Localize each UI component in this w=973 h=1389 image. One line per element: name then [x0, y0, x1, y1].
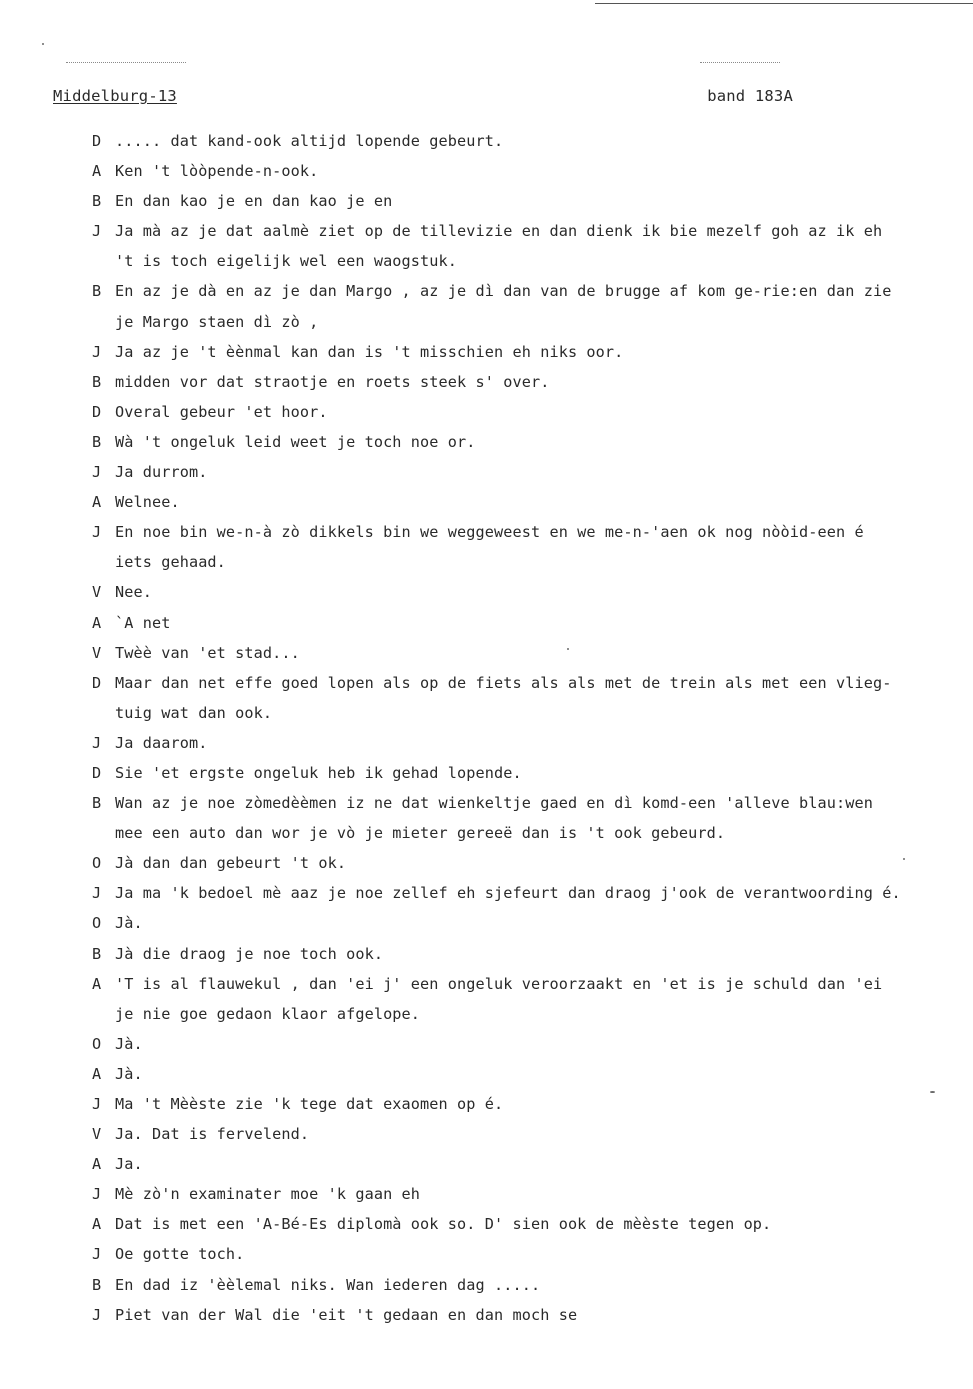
dialogue-line [92, 156, 970, 186]
dialogue-line [92, 758, 970, 788]
speaker-label: A [92, 1064, 102, 1083]
dialogue-text: je nie goe gedaon klaor afgelope. [115, 1004, 421, 1023]
transcript-body [92, 126, 970, 1330]
dialogue-text: 'T is al flauwekul , dan 'ei j' een ongeluk veroorzaakt en 'et is je schuld dan 'ei [115, 974, 883, 993]
dialogue-text: Mè zò'n examinater moe 'k gaan eh [115, 1185, 421, 1204]
dialogue-text: En noe bin we-n-à zò dikkels bin we weggeweest en we me-n-'aen ok nog nòòid-een é [115, 523, 864, 542]
dialogue-text: ..... dat kand-ook altijd lopende gebeurt. [115, 132, 504, 150]
speaker-label: J [92, 463, 102, 482]
dialogue-text: Dat is met een 'A-Bé-Es diplomà ook so. D' sien ook de mèèste tegen op. [115, 1215, 772, 1234]
dialogue-text: Ja ma 'k bedoel mè aaz je noe zellef eh sjefeurt dan draog j'ook de verantwoording é. [115, 884, 901, 903]
speaker-label: B [92, 1275, 102, 1294]
dialogue-line [92, 1119, 970, 1149]
dialogue-line [92, 728, 970, 758]
dialogue-text: Wan az je noe zòmedèèmen iz ne dat wienkeltje gaed en dì komd-een 'alleve blau:wen [115, 794, 873, 813]
dialogue-text: Maar dan net effe goed lopen als op de fiets als als met de trein als met een vlieg- [115, 673, 892, 692]
top-edge-rule [595, 3, 973, 4]
dialogue-line [92, 939, 970, 969]
dialogue-text: Ja durrom. [115, 463, 208, 482]
dialogue-line [92, 577, 970, 607]
dialogue-text: Wà 't ongeluk leid weet je toch noe or. [115, 432, 476, 451]
dialogue-line [92, 608, 970, 638]
dialogue-text: midden vor dat straotje en roets steek s' over. [115, 372, 550, 391]
dialogue-line [92, 487, 970, 517]
speaker-label: V [92, 643, 102, 662]
dialogue-line [92, 848, 970, 878]
dialogue-text: Jà. [115, 914, 143, 933]
speaker-label: J [92, 884, 102, 903]
dialogue-text: Ja daarom. [115, 733, 208, 752]
speaker-label: J [92, 1245, 102, 1264]
dialogue-text: je Margo staen dì zò , [115, 312, 319, 331]
dialogue-continuation [92, 246, 970, 276]
speaker-label: A [92, 613, 102, 632]
speaker-label: J [92, 733, 102, 752]
speaker-label: A [92, 974, 102, 993]
dialogue-line [92, 1149, 970, 1179]
dialogue-text: Jà. [115, 1034, 143, 1053]
dialogue-line [92, 216, 970, 246]
speaker-label: D [92, 763, 102, 782]
dialogue-line [92, 367, 970, 397]
dialogue-continuation [92, 547, 970, 577]
bleed-through-mark [700, 62, 780, 63]
dialogue-text: En dan kao je en dan kao je en [115, 192, 393, 211]
tape-label: band 183A [707, 87, 793, 105]
speaker-label: B [92, 944, 102, 963]
paper-speck [42, 43, 44, 45]
dialogue-text: Ja. [115, 1155, 143, 1174]
dialogue-text: Overal gebeur 'et hoor. [115, 402, 328, 421]
speaker-label: O [92, 854, 102, 873]
dialogue-continuation [92, 307, 970, 337]
dialogue-line [92, 186, 970, 216]
dialogue-text: Welnee. [115, 493, 180, 512]
speaker-label: A [92, 1155, 102, 1174]
dialogue-text: mee een auto dan wor je vò je mieter gereeë dan is 't ook gebeurd. [115, 824, 726, 843]
speaker-label: D [92, 402, 102, 421]
speaker-label: V [92, 1125, 102, 1144]
dialogue-text: En dad iz 'èèlemal niks. Wan iederen dag ..... [115, 1275, 541, 1294]
dialogue-continuation [92, 818, 970, 848]
dialogue-text: Nee. [115, 583, 152, 602]
dialogue-line [92, 1270, 970, 1300]
speaker-label: D [92, 673, 102, 692]
dialogue-line [92, 1239, 970, 1269]
speaker-label: B [92, 372, 102, 391]
page-header [53, 87, 793, 109]
dialogue-text: Jà dan dan gebeurt 't ok. [115, 854, 347, 873]
speaker-label: B [92, 282, 102, 301]
speaker-label: J [92, 342, 102, 361]
dialogue-line [92, 1089, 970, 1119]
dialogue-continuation [92, 999, 970, 1029]
speaker-label: B [92, 192, 102, 211]
speaker-label: B [92, 794, 102, 813]
dialogue-line [92, 126, 970, 156]
dialogue-text: Twèè van 'et stad... [115, 643, 300, 662]
dialogue-line [92, 908, 970, 938]
dialogue-text: iets gehaad. [115, 553, 226, 572]
dialogue-text: `A net [115, 613, 171, 632]
speaker-label: J [92, 1305, 102, 1324]
dialogue-text: Piet van der Wal die 'eit 't gedaan en dan moch se [115, 1305, 578, 1324]
speaker-label: J [92, 1095, 102, 1113]
dialogue-line [92, 668, 970, 698]
dialogue-text: Oe gotte toch. [115, 1245, 245, 1264]
dialogue-line [92, 1300, 970, 1330]
dialogue-line [92, 1029, 970, 1059]
speaker-label: A [92, 162, 102, 181]
dialogue-line [92, 878, 970, 908]
speaker-label: O [92, 1034, 102, 1053]
dialogue-text: Jà die draog je noe toch ook. [115, 944, 384, 963]
dialogue-text: 't is toch eigelijk wel een waogstuk. [115, 252, 458, 271]
speaker-label: V [92, 583, 102, 602]
speaker-label: J [92, 523, 102, 542]
dialogue-line [92, 788, 970, 818]
dialogue-line [92, 457, 970, 487]
dialogue-text: Ja. Dat is fervelend. [115, 1125, 310, 1144]
dialogue-text: Ja az je 't èènmal kan dan is 't misschien eh niks oor. [115, 342, 624, 361]
dialogue-text: Ja mà az je dat aalmè ziet op de tillevizie en dan dienk ik bie mezelf goh az ik eh [115, 222, 883, 241]
dialogue-line [92, 638, 970, 668]
dialogue-line [92, 1179, 970, 1209]
location-label: Middelburg-13 [53, 87, 177, 105]
speaker-label: B [92, 432, 102, 451]
dialogue-line [92, 427, 970, 457]
dialogue-line [92, 337, 970, 367]
speaker-label: J [92, 222, 102, 241]
speaker-label: D [92, 132, 102, 150]
bleed-through-mark [66, 62, 186, 63]
dialogue-text: En az je dà en az je dan Margo , az je dì dan van de brugge af kom ge-rie:en dan zie [115, 282, 892, 301]
dialogue-text: Ken 't lòòpende-n-ook. [115, 162, 319, 181]
speaker-label: O [92, 914, 102, 933]
speaker-label: A [92, 493, 102, 512]
dialogue-text: Jà. [115, 1064, 143, 1083]
dialogue-line [92, 276, 970, 306]
dialogue-continuation [92, 698, 970, 728]
dialogue-text: Sie 'et ergste ongeluk heb ik gehad lopende. [115, 763, 522, 782]
dialogue-line [92, 397, 970, 427]
dialogue-line [92, 1209, 970, 1239]
dialogue-text: tuig wat dan ook. [115, 703, 273, 722]
speaker-label: A [92, 1215, 102, 1234]
dialogue-line [92, 517, 970, 547]
dialogue-line [92, 1059, 970, 1089]
dialogue-text: Ma 't Mèèste zie 'k tege dat exaomen op é. [115, 1095, 504, 1113]
dialogue-line [92, 969, 970, 999]
speaker-label: J [92, 1185, 102, 1204]
